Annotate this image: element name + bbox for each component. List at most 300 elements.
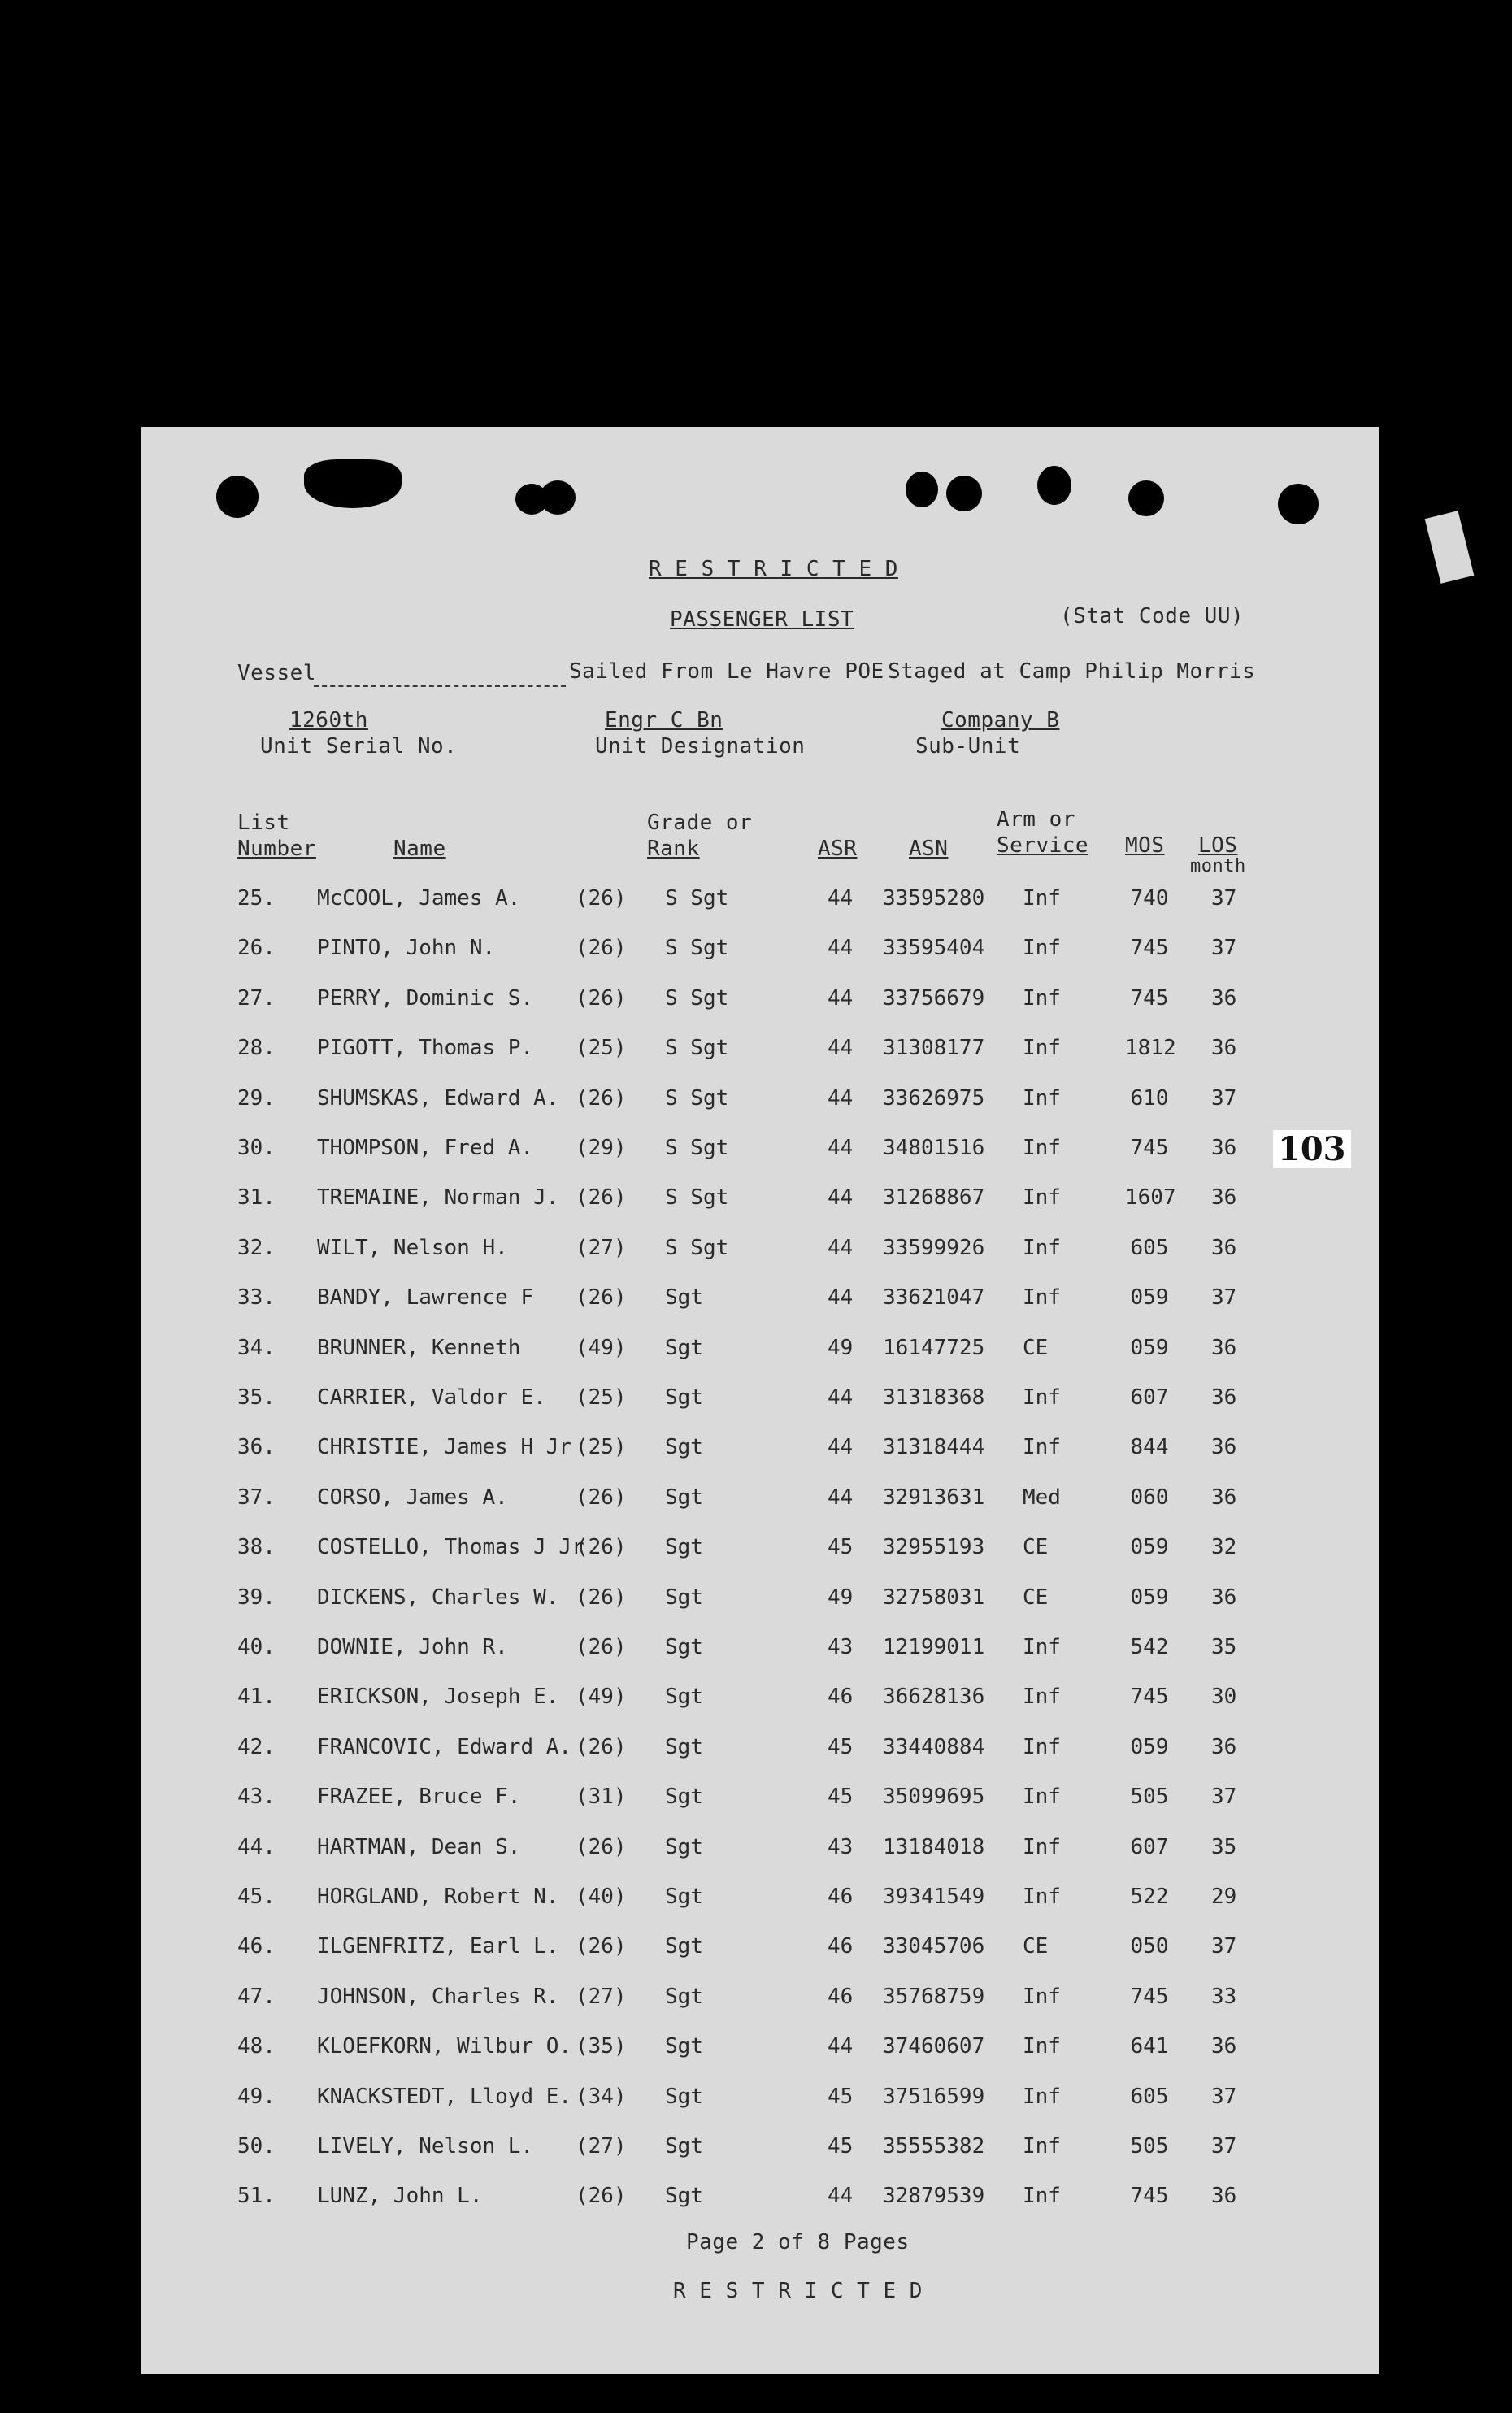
- cell-asn: 33621047: [883, 1285, 985, 1311]
- cell-arm: Inf: [1023, 1036, 1061, 1061]
- cell-grade: Sgt: [665, 1885, 703, 1909]
- cell-mos: 610: [1130, 1085, 1169, 1111]
- cell-los: 30: [1211, 1685, 1237, 1710]
- cell-mos: 1607: [1125, 1185, 1176, 1211]
- table-row: [0, 2085, 1237, 2117]
- cell-grade: S Sgt: [665, 1235, 729, 1260]
- col-list: List: [237, 811, 290, 835]
- cell-mos: 060: [1130, 1485, 1169, 1510]
- table-row: [0, 1236, 1237, 1268]
- cell-age: (34): [576, 2084, 627, 2109]
- cell-num: 29.: [237, 1085, 276, 1111]
- cell-age: (26): [576, 1934, 627, 1959]
- table-row: [0, 1136, 1237, 1168]
- cell-mos: 740: [1130, 886, 1169, 911]
- cell-asn: 35555382: [883, 2134, 985, 2159]
- cell-age: (26): [576, 1834, 627, 1859]
- cell-grade: Sgt: [665, 2034, 703, 2059]
- cell-grade: Sgt: [665, 1934, 703, 1959]
- col-mos: MOS: [1125, 833, 1165, 858]
- cell-grade: Sgt: [665, 1285, 703, 1311]
- cell-name: SHUMSKAS, Edward A.: [317, 1085, 559, 1111]
- cell-age: (26): [576, 1535, 627, 1560]
- cell-asr: 46: [828, 1685, 854, 1710]
- cell-age: (26): [576, 1734, 627, 1759]
- paper-fragment: [1425, 511, 1475, 584]
- cell-los: 32: [1211, 1535, 1237, 1560]
- col-name: Name: [393, 837, 446, 861]
- cell-los: 33: [1211, 1984, 1237, 2009]
- cell-arm: Inf: [1023, 1785, 1061, 1810]
- restricted-top: R E S T R I C T E D: [649, 557, 898, 581]
- table-row: [0, 1036, 1237, 1068]
- punch-hole: [1037, 466, 1071, 505]
- cell-arm: Inf: [1023, 1435, 1061, 1460]
- cell-grade: S Sgt: [665, 886, 729, 911]
- cell-num: 31.: [237, 1185, 276, 1211]
- cell-grade: S Sgt: [665, 936, 729, 961]
- cell-mos: 844: [1130, 1435, 1169, 1460]
- cell-asn: 32955193: [883, 1535, 985, 1560]
- cell-arm: Inf: [1023, 1885, 1061, 1909]
- table-row: [0, 936, 1237, 968]
- unit-designation-label: Unit Designation: [595, 734, 806, 759]
- cell-arm: Med: [1023, 1485, 1061, 1510]
- cell-age: (25): [576, 1036, 627, 1061]
- cell-age: (26): [576, 1585, 627, 1610]
- cell-mos: 542: [1130, 1635, 1169, 1659]
- cell-asn: 35768759: [883, 1984, 985, 2009]
- cell-asr: 44: [828, 1435, 854, 1460]
- table-row: [0, 2134, 1237, 2167]
- unit-designation-value: Engr C Bn: [605, 708, 723, 733]
- cell-age: (26): [576, 1285, 627, 1311]
- cell-age: (26): [576, 2184, 627, 2209]
- cell-los: 36: [1211, 2184, 1237, 2209]
- cell-asr: 44: [828, 886, 854, 911]
- cell-los: 35: [1211, 1834, 1237, 1859]
- cell-num: 43.: [237, 1785, 276, 1810]
- cell-age: (25): [576, 1435, 627, 1460]
- cell-age: (49): [576, 1685, 627, 1710]
- table-row: [0, 1185, 1237, 1218]
- cell-asr: 44: [828, 2034, 854, 2059]
- cell-name: CARRIER, Valdor E.: [317, 1385, 546, 1410]
- cell-name: LUNZ, John L.: [317, 2184, 483, 2209]
- cell-arm: Inf: [1023, 1136, 1061, 1160]
- cell-asn: 37460607: [883, 2034, 985, 2059]
- cell-name: FRANCOVIC, Edward A.: [317, 1734, 572, 1759]
- torn-edge: [304, 459, 402, 508]
- cell-asr: 44: [828, 1285, 854, 1311]
- cell-mos: 605: [1130, 1235, 1169, 1260]
- cell-asr: 44: [828, 1085, 854, 1111]
- punch-hole: [540, 480, 576, 515]
- cell-arm: Inf: [1023, 2134, 1061, 2159]
- cell-mos: 607: [1130, 1834, 1169, 1859]
- cell-grade: Sgt: [665, 1834, 703, 1859]
- cell-asr: 44: [828, 1235, 854, 1260]
- punch-hole: [216, 476, 259, 518]
- col-arm-2: Service: [997, 833, 1089, 858]
- cell-name: THOMPSON, Fred A.: [317, 1136, 534, 1160]
- cell-asr: 45: [828, 1785, 854, 1810]
- cell-asn: 33595280: [883, 886, 985, 911]
- cell-asn: 33599926: [883, 1235, 985, 1260]
- cell-arm: Inf: [1023, 1235, 1061, 1260]
- cell-name: ILGENFRITZ, Earl L.: [317, 1934, 559, 1959]
- cell-asr: 46: [828, 1885, 854, 1909]
- cell-grade: Sgt: [665, 1685, 703, 1710]
- cell-asr: 43: [828, 1834, 854, 1859]
- cell-mos: 641: [1130, 2034, 1169, 2059]
- cell-age: (27): [576, 1984, 627, 2009]
- cell-arm: CE: [1023, 1934, 1049, 1959]
- cell-asn: 32913631: [883, 1485, 985, 1510]
- cell-num: 33.: [237, 1285, 276, 1311]
- cell-name: FRAZEE, Bruce F.: [317, 1785, 521, 1810]
- cell-asn: 31268867: [883, 1185, 985, 1211]
- cell-asn: 33756679: [883, 985, 985, 1011]
- table-row: [0, 1835, 1237, 1867]
- cell-asr: 43: [828, 1635, 854, 1659]
- col-los-unit: month: [1190, 856, 1246, 876]
- cell-mos: 059: [1130, 1734, 1169, 1759]
- cell-num: 47.: [237, 1984, 276, 2009]
- cell-asn: 16147725: [883, 1335, 985, 1360]
- cell-name: HORGLAND, Robert N.: [317, 1885, 559, 1909]
- cell-name: ERICKSON, Joseph E.: [317, 1685, 559, 1710]
- cell-mos: 607: [1130, 1385, 1169, 1410]
- cell-age: (25): [576, 1385, 627, 1410]
- cell-mos: 059: [1130, 1335, 1169, 1360]
- cell-age: (35): [576, 2034, 627, 2059]
- cell-arm: Inf: [1023, 1085, 1061, 1111]
- cell-num: 32.: [237, 1235, 276, 1260]
- cell-grade: S Sgt: [665, 1136, 729, 1160]
- table-row: [0, 1585, 1237, 1618]
- cell-arm: Inf: [1023, 1185, 1061, 1211]
- restricted-bottom: R E S T R I C T E D: [673, 2279, 923, 2303]
- cell-los: 36: [1211, 1485, 1237, 1510]
- table-row: [0, 1336, 1237, 1368]
- cell-los: 36: [1211, 1036, 1237, 1061]
- cell-los: 36: [1211, 1385, 1237, 1410]
- cell-name: BRUNNER, Kenneth: [317, 1335, 521, 1360]
- cell-grade: Sgt: [665, 1585, 703, 1610]
- col-grade-1: Grade or: [647, 811, 753, 835]
- cell-los: 37: [1211, 1085, 1237, 1111]
- cell-arm: Inf: [1023, 2184, 1061, 2209]
- cell-mos: 522: [1130, 1885, 1169, 1909]
- cell-mos: 605: [1130, 2084, 1169, 2109]
- cell-num: 26.: [237, 936, 276, 961]
- cell-asn: 32879539: [883, 2184, 985, 2209]
- vessel-blank: [314, 685, 566, 687]
- cell-mos: 050: [1130, 1934, 1169, 1959]
- cell-los: 35: [1211, 1635, 1237, 1659]
- cell-arm: CE: [1023, 1535, 1049, 1560]
- cell-los: 37: [1211, 1785, 1237, 1810]
- cell-name: CORSO, James A.: [317, 1485, 508, 1510]
- cell-num: 40.: [237, 1635, 276, 1659]
- punch-hole: [946, 476, 982, 511]
- cell-asn: 32758031: [883, 1585, 985, 1610]
- cell-asn: 39341549: [883, 1885, 985, 1909]
- cell-asn: 35099695: [883, 1785, 985, 1810]
- cell-asn: 34801516: [883, 1136, 985, 1160]
- cell-los: 37: [1211, 2084, 1237, 2109]
- cell-los: 29: [1211, 1885, 1237, 1909]
- cell-arm: Inf: [1023, 1834, 1061, 1859]
- cell-num: 49.: [237, 2084, 276, 2109]
- cell-name: McCOOL, James A.: [317, 886, 521, 911]
- cell-name: CHRISTIE, James H Jr: [317, 1435, 572, 1460]
- cell-mos: 745: [1130, 985, 1169, 1011]
- cell-num: 50.: [237, 2134, 276, 2159]
- cell-asr: 44: [828, 1385, 854, 1410]
- cell-asn: 37516599: [883, 2084, 985, 2109]
- cell-asr: 44: [828, 936, 854, 961]
- cell-asr: 45: [828, 2084, 854, 2109]
- cell-asr: 44: [828, 1185, 854, 1211]
- cell-mos: 059: [1130, 1585, 1169, 1610]
- punch-hole: [906, 472, 938, 507]
- cell-asr: 44: [828, 1036, 854, 1061]
- table-row: [0, 1685, 1237, 1717]
- table-row: [0, 1435, 1237, 1467]
- cell-mos: 1812: [1125, 1036, 1176, 1061]
- col-asn: ASN: [909, 837, 949, 861]
- table-row: [0, 1735, 1237, 1767]
- sub-unit-label: Sub-Unit: [915, 734, 1021, 759]
- cell-grade: Sgt: [665, 2184, 703, 2209]
- cell-num: 42.: [237, 1734, 276, 1759]
- cell-los: 37: [1211, 1934, 1237, 1959]
- cell-asr: 44: [828, 1485, 854, 1510]
- cell-asn: 36628136: [883, 1685, 985, 1710]
- cell-age: (40): [576, 1885, 627, 1909]
- cell-arm: Inf: [1023, 1685, 1061, 1710]
- cell-asr: 45: [828, 2134, 854, 2159]
- page-title: PASSENGER LIST: [670, 607, 854, 632]
- cell-mos: 745: [1130, 1136, 1169, 1160]
- table-row: [0, 1485, 1237, 1518]
- cell-num: 45.: [237, 1885, 276, 1909]
- cell-num: 41.: [237, 1685, 276, 1710]
- cell-arm: Inf: [1023, 1635, 1061, 1659]
- cell-asn: 33626975: [883, 1085, 985, 1111]
- cell-asn: 31308177: [883, 1036, 985, 1061]
- cell-name: LIVELY, Nelson L.: [317, 2134, 534, 2159]
- cell-los: 37: [1211, 2134, 1237, 2159]
- cell-age: (49): [576, 1335, 627, 1360]
- cell-asr: 44: [828, 2184, 854, 2209]
- cell-grade: Sgt: [665, 2134, 703, 2159]
- table-row: [0, 1885, 1237, 1917]
- cell-name: JOHNSON, Charles R.: [317, 1984, 559, 2009]
- cell-arm: Inf: [1023, 985, 1061, 1011]
- cell-arm: CE: [1023, 1335, 1049, 1360]
- cell-arm: Inf: [1023, 886, 1061, 911]
- sailed-from: Sailed From Le Havre POE: [569, 659, 884, 684]
- cell-asr: 44: [828, 985, 854, 1011]
- cell-num: 44.: [237, 1834, 276, 1859]
- cell-asr: 46: [828, 1934, 854, 1959]
- cell-los: 36: [1211, 985, 1237, 1011]
- cell-los: 36: [1211, 1235, 1237, 1260]
- cell-grade: Sgt: [665, 1635, 703, 1659]
- cell-age: (26): [576, 1185, 627, 1211]
- cell-asn: 33440884: [883, 1734, 985, 1759]
- cell-asn: 12199011: [883, 1635, 985, 1659]
- cell-num: 51.: [237, 2184, 276, 2209]
- cell-los: 36: [1211, 1734, 1237, 1759]
- cell-asr: 46: [828, 1984, 854, 2009]
- cell-name: KNACKSTEDT, Lloyd E.: [317, 2084, 572, 2109]
- cell-name: DOWNIE, John R.: [317, 1635, 508, 1659]
- col-number: Number: [237, 837, 316, 861]
- cell-grade: S Sgt: [665, 985, 729, 1011]
- cell-age: (26): [576, 985, 627, 1011]
- cell-num: 35.: [237, 1385, 276, 1410]
- col-los: LOS: [1198, 833, 1238, 858]
- cell-name: DICKENS, Charles W.: [317, 1585, 559, 1610]
- cell-los: 36: [1211, 2034, 1237, 2059]
- cell-asn: 31318444: [883, 1435, 985, 1460]
- sub-unit-value: Company B: [941, 708, 1060, 733]
- col-arm-1: Arm or: [997, 807, 1075, 832]
- cell-mos: 745: [1130, 2184, 1169, 2209]
- cell-arm: Inf: [1023, 1984, 1061, 2009]
- cell-grade: Sgt: [665, 1485, 703, 1510]
- cell-num: 27.: [237, 985, 276, 1011]
- table-row: [0, 1285, 1237, 1318]
- col-asr: ASR: [818, 837, 858, 861]
- page-number: Page 2 of 8 Pages: [686, 2230, 910, 2254]
- cell-los: 36: [1211, 1335, 1237, 1360]
- cell-num: 38.: [237, 1535, 276, 1560]
- cell-asr: 49: [828, 1335, 854, 1360]
- table-row: [0, 1086, 1237, 1119]
- cell-name: WILT, Nelson H.: [317, 1235, 508, 1260]
- cell-grade: Sgt: [665, 2084, 703, 2109]
- cell-num: 36.: [237, 1435, 276, 1460]
- cell-mos: 505: [1130, 2134, 1169, 2159]
- cell-asn: 33045706: [883, 1934, 985, 1959]
- cell-num: 46.: [237, 1934, 276, 1959]
- cell-grade: Sgt: [665, 1984, 703, 2009]
- cell-asn: 13184018: [883, 1834, 985, 1859]
- cell-los: 36: [1211, 1185, 1237, 1211]
- cell-grade: Sgt: [665, 1435, 703, 1460]
- cell-name: COSTELLO, Thomas J Jr: [317, 1535, 584, 1560]
- table-row: [0, 886, 1237, 919]
- col-grade-2: Rank: [647, 837, 700, 861]
- punch-hole: [1128, 480, 1164, 516]
- table-row: [0, 2034, 1237, 2067]
- cell-num: 39.: [237, 1585, 276, 1610]
- cell-asr: 45: [828, 1734, 854, 1759]
- cell-mos: 059: [1130, 1285, 1169, 1311]
- cell-mos: 745: [1130, 936, 1169, 961]
- staged-at: Staged at Camp Philip Morris: [888, 659, 1256, 684]
- cell-los: 36: [1211, 1435, 1237, 1460]
- cell-mos: 059: [1130, 1535, 1169, 1560]
- unit-serial-value: 1260th: [289, 708, 368, 733]
- cell-asn: 33595404: [883, 936, 985, 961]
- cell-age: (26): [576, 886, 627, 911]
- cell-mos: 505: [1130, 1785, 1169, 1810]
- cell-grade: S Sgt: [665, 1085, 729, 1111]
- cell-name: BANDY, Lawrence F: [317, 1285, 534, 1311]
- cell-age: (26): [576, 936, 627, 961]
- cell-age: (31): [576, 1785, 627, 1810]
- table-row: [0, 2184, 1237, 2216]
- cell-grade: Sgt: [665, 1734, 703, 1759]
- cell-grade: Sgt: [665, 1385, 703, 1410]
- cell-age: (29): [576, 1136, 627, 1160]
- cell-arm: Inf: [1023, 2084, 1061, 2109]
- cell-num: 34.: [237, 1335, 276, 1360]
- vessel-label: Vessel: [237, 661, 316, 685]
- cell-arm: Inf: [1023, 2034, 1061, 2059]
- cell-name: PERRY, Dominic S.: [317, 985, 534, 1011]
- cell-asr: 44: [828, 1136, 854, 1160]
- cell-name: TREMAINE, Norman J.: [317, 1185, 559, 1211]
- cell-los: 37: [1211, 1285, 1237, 1311]
- cell-los: 37: [1211, 936, 1237, 961]
- cell-num: 25.: [237, 886, 276, 911]
- cell-los: 37: [1211, 886, 1237, 911]
- cell-asn: 31318368: [883, 1385, 985, 1410]
- cell-los: 36: [1211, 1585, 1237, 1610]
- table-row: [0, 986, 1237, 1019]
- cell-arm: Inf: [1023, 1385, 1061, 1410]
- cell-grade: Sgt: [665, 1335, 703, 1360]
- table-row: [0, 1934, 1237, 1967]
- cell-name: HARTMAN, Dean S.: [317, 1834, 521, 1859]
- cell-name: PIGOTT, Thomas P.: [317, 1036, 534, 1061]
- table-row: [0, 1635, 1237, 1667]
- cell-arm: CE: [1023, 1585, 1049, 1610]
- punch-hole: [1278, 484, 1319, 524]
- cell-asr: 45: [828, 1535, 854, 1560]
- cell-num: 30.: [237, 1136, 276, 1160]
- table-row: [0, 1785, 1237, 1817]
- cell-num: 48.: [237, 2034, 276, 2059]
- stat-code: (Stat Code UU): [1060, 604, 1245, 628]
- cell-los: 36: [1211, 1136, 1237, 1160]
- cell-grade: Sgt: [665, 1785, 703, 1810]
- table-row: [0, 1385, 1237, 1418]
- cell-name: PINTO, John N.: [317, 936, 496, 961]
- unit-serial-label: Unit Serial No.: [260, 734, 458, 759]
- cell-name: KLOEFKORN, Wilbur O.: [317, 2034, 572, 2059]
- cell-arm: Inf: [1023, 936, 1061, 961]
- table-row: [0, 1535, 1237, 1567]
- cell-asr: 49: [828, 1585, 854, 1610]
- cell-age: (26): [576, 1635, 627, 1659]
- cell-num: 37.: [237, 1485, 276, 1510]
- document-sheet: [141, 427, 1379, 2374]
- cell-grade: S Sgt: [665, 1036, 729, 1061]
- cell-num: 28.: [237, 1036, 276, 1061]
- cell-age: (26): [576, 1085, 627, 1111]
- cell-age: (26): [576, 1485, 627, 1510]
- cell-arm: Inf: [1023, 1734, 1061, 1759]
- cell-age: (27): [576, 1235, 627, 1260]
